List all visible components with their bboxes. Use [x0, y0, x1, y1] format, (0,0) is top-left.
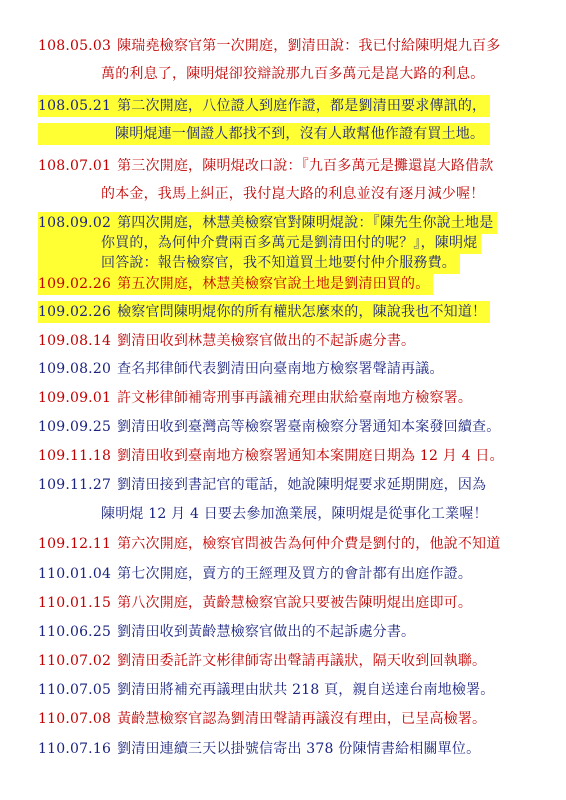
entry-line — [101, 183, 484, 205]
entry-text: 劉清田委託許文彬律師寄出聲請再議狀，隔天收到回執聯。 — [117, 653, 487, 669]
entry-text: 你買的，為何仲介費兩百多萬元是劉清田付的呢？』，陳明焜 — [101, 235, 478, 251]
entry-date: 109.11.18 — [38, 448, 112, 464]
entry-date: 109.02.26 — [38, 304, 112, 320]
entry-line — [38, 621, 415, 643]
entry-date: 109.09.01 — [38, 390, 112, 406]
entry-line — [38, 445, 504, 467]
entry-text: 的本金，我馬上糾正，我付崑大路的利息並沒有逐月減少喔！ — [101, 186, 485, 202]
entry-date: 110.07.02 — [38, 653, 112, 669]
entry-line — [38, 252, 460, 274]
entry-text: 第五次開庭，林慧美檢察官說土地是劉清田買的。 — [117, 276, 430, 292]
entry-line — [38, 563, 472, 585]
entry-text: 劉清田收到臺灣高等檢察署臺南檢察分署通知本案發回續查。 — [117, 419, 501, 435]
entry-date: 110.07.08 — [38, 711, 112, 727]
entry-line — [38, 330, 415, 352]
entry-text: 第七次開庭，賣方的王經理及買方的會計都有出庭作證。 — [117, 566, 473, 582]
entry-text: 劉清田接到書記官的電話，她說陳明焜要求延期開庭，因為 — [117, 477, 487, 493]
entry-date: 109.08.20 — [38, 361, 112, 377]
entry-date: 110.01.15 — [38, 595, 112, 611]
entry-text: 劉清田收到臺南地方檢察署通知本案開庭日期為 12 月 4 日。 — [117, 448, 504, 464]
entry-text: 萬的利息了，陳明焜卻狡辯說那九百多萬元是崑大路的利息。 — [101, 66, 485, 82]
entry-line — [38, 708, 486, 730]
entry-line — [101, 63, 484, 85]
entry-line — [38, 232, 481, 254]
entry-line — [38, 155, 493, 177]
entry-date: 110.01.04 — [38, 566, 112, 582]
entry-date: 109.09.25 — [38, 419, 112, 435]
entry-text: 第三次開庭，陳明焜改口說：『九百多萬元是攤還崑大路借款 — [117, 158, 494, 174]
entry-date: 109.08.14 — [38, 333, 112, 349]
entry-text: 第八次開庭，黃齡慧檢察官說只要被告陳明焜出庭即可。 — [117, 595, 473, 611]
entry-line — [38, 35, 500, 57]
entry-date: 109.02.26 — [38, 276, 112, 292]
entry-text: 查名邦律師代表劉清田向臺南地方檢察署聲請再議。 — [117, 361, 444, 377]
entry-line — [38, 679, 494, 701]
entry-line — [101, 503, 488, 525]
entry-text: 陳明焜 12 月 4 日要去參加漁業展，陳明焜是從事化工業喔！ — [101, 506, 488, 522]
entry-text: 許文彬律師補寄刑事再議補充理由狀給臺南地方檢察署。 — [117, 390, 473, 406]
entry-line — [38, 301, 490, 323]
entry-line — [38, 592, 472, 614]
entry-text: 陳明焜連一個證人都找不到，沒有人敢幫他作證有買土地。 — [115, 126, 485, 142]
entry-text: 劉清田將補充再議理由狀共 218 頁，親自送達台南地檢署。 — [117, 682, 495, 698]
entry-line — [38, 358, 444, 380]
entry-text: 第六次開庭，檢察官問被告為何仲介費是劉付的，他說不知道 — [117, 536, 501, 552]
entry-text: 劉清田收到黃齡慧檢察官做出的不起訴處分書。 — [117, 624, 416, 640]
entry-date: 109.12.11 — [38, 536, 112, 552]
entry-date: 108.07.01 — [38, 158, 112, 174]
entry-date: 108.05.21 — [38, 98, 112, 114]
entry-date: 110.07.16 — [38, 741, 112, 757]
entry-text: 陳瑞堯檢察官第一次開庭，劉清田說：我已付給陳明焜九百多 — [117, 38, 501, 54]
entry-line — [38, 212, 497, 234]
entry-text: 黃齡慧檢察官認為劉清田聲請再議沒有理由，已呈高檢署。 — [117, 711, 487, 727]
entry-line — [38, 387, 472, 409]
entry-line — [38, 95, 490, 117]
entry-date: 108.05.03 — [38, 38, 112, 54]
entry-text: 回答說：報告檢察官，我不知道買土地要付仲介服務費。 — [101, 255, 456, 271]
entry-text: 第四次開庭，林慧美檢察官對陳明焜說：『陳先生你說土地是 — [117, 215, 494, 231]
entry-line — [38, 474, 486, 496]
entry-line — [38, 273, 433, 295]
entry-date: 110.06.25 — [38, 624, 112, 640]
entry-line — [38, 650, 486, 672]
entry-date: 109.11.27 — [38, 477, 112, 493]
entry-line — [38, 533, 500, 555]
entry-text: 劉清田收到林慧美檢察官做出的不起訴處分書。 — [117, 333, 416, 349]
entry-line — [38, 123, 490, 145]
entry-date: 110.07.05 — [38, 682, 112, 698]
entry-line — [38, 738, 480, 760]
entry-text: 劉清田連續三天以掛號信寄出 378 份陳情書給相關單位。 — [117, 741, 481, 757]
entry-text: 第二次開庭，八位證人到庭作證，都是劉清田要求傳訊的， — [117, 98, 487, 114]
entry-text: 檢察官問陳明焜你的所有權狀怎麼來的，陳說我也不知道！ — [117, 304, 487, 320]
entry-line — [38, 416, 500, 438]
entry-date: 108.09.02 — [38, 215, 112, 231]
